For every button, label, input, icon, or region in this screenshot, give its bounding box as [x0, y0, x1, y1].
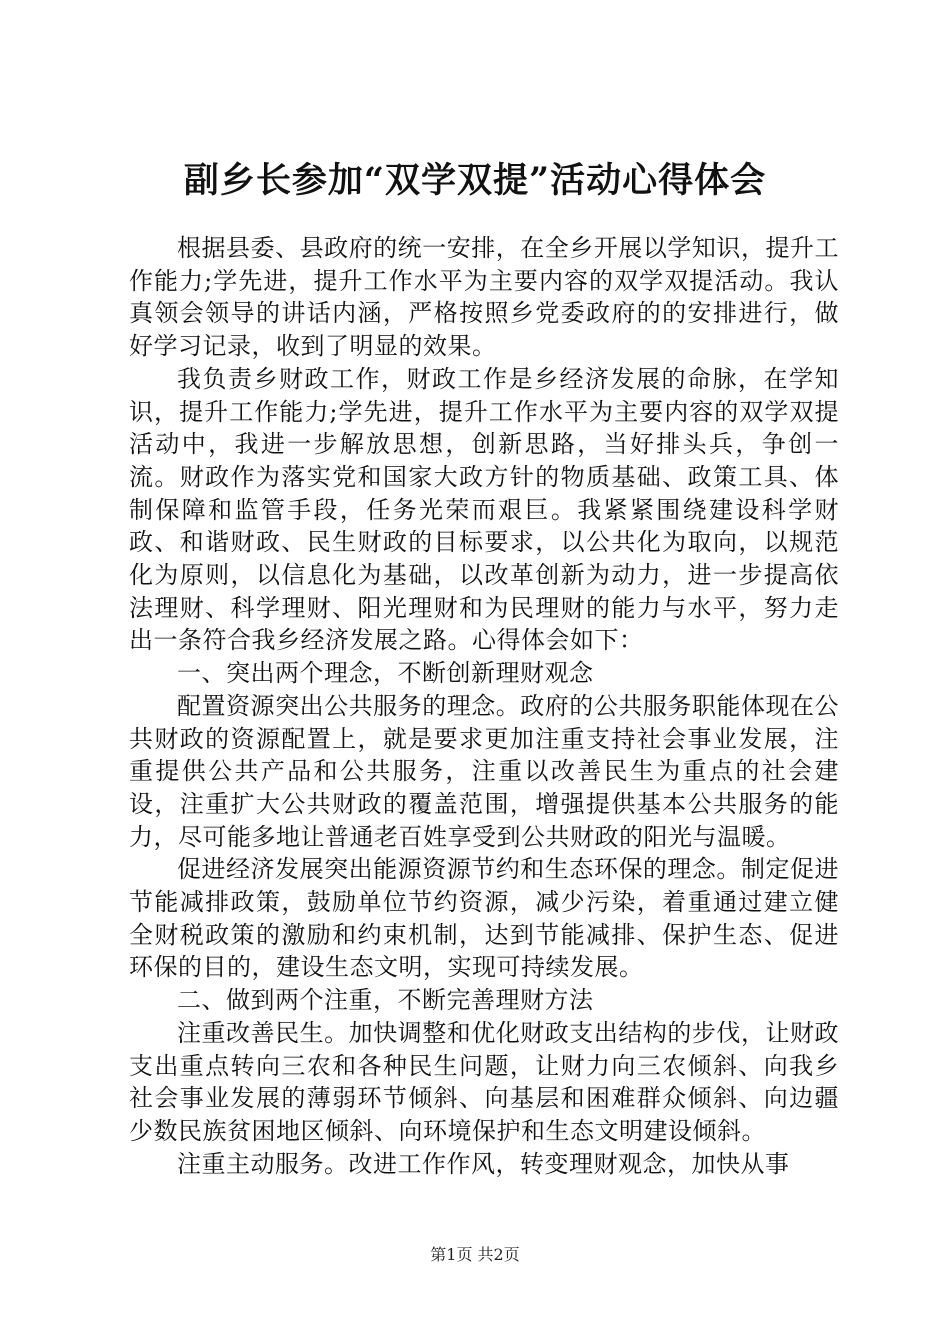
paragraph-public-service: 配置资源突出公共服务的理念。政府的公共服务职能体现在公共财政的资源配置上，就是要求更加注重支持社会事业发展，注重提供公共产品和公共服务，注重以改善民生为重点的社会建设，注重扩大公共财政的覆盖范围，增强提供基本公共服务的能力，尽可能多地让普通老百姓享受到公共财政的阳光与温暖。	[129, 691, 839, 851]
paragraph-intro: 根据县委、县政府的统一安排，在全乡开展以学知识，提升工作能力;学先进，提升工作水平为主要内容的双学双提活动。我认真领会领导的讲话内涵，严格按照乡党委政府的的安排进行，做好学习记录，收到了明显的效果。	[129, 234, 839, 361]
section-heading-one: 一、突出两个理念，不断创新理财观念	[177, 659, 594, 688]
paragraph-active-service: 注重主动服务。改进工作作风，转变理财观念，加快从事	[177, 1149, 790, 1178]
document-title: 副乡长参加“双学双提”活动心得体会	[183, 160, 767, 201]
paragraph-energy-saving: 促进经济发展突出能源资源节约和生态环保的理念。制定促进节能减排政策，鼓励单位节约资源，减少污染，着重通过建立健全财税政策的激励和约束机制，达到节能减排、保护生态、促进环保的目的，建设生态文明，实现可持续发展。	[129, 855, 839, 982]
section-heading-two: 二、做到两个注重，不断完善理财方法	[177, 986, 594, 1015]
paragraph-finance-work: 我负责乡财政工作，财政工作是乡经济发展的命脉，在学知识，提升工作能力;学先进，提升工作水平为主要内容的双学双提活动中，我进一步解放思想，创新思路，当好排头兵，争创一流。财政作为落实党和国家大政方针的物质基础、政策工具、体制保障和监管手段，任务光荣而艰巨。我紧紧围绕建设科学财政、和谐财政、民生财政的目标要求，以公共化为取向，以规范化为原则，以信息化为基础，以改革创新为动力，进一步提高依法理财、科学理财、阳光理财和为民理财的能力与水平，努力走出一条符合我乡经济发展之路。心得体会如下：	[129, 364, 839, 655]
document-body	[129, 232, 839, 1180]
paragraph-livelihood: 注重改善民生。加快调整和优化财政支出结构的步伐，让财政支出重点转向三农和各种民生问题，让财力向三农倾斜、向我乡社会事业发展的薄弱环节倾斜、向基层和困难群众倾斜、向边疆少数民族贫困地区倾斜、向环境保护和生态文明建设倾斜。	[129, 1018, 839, 1145]
page-number-footer: 第1页 共2页	[430, 1245, 520, 1264]
